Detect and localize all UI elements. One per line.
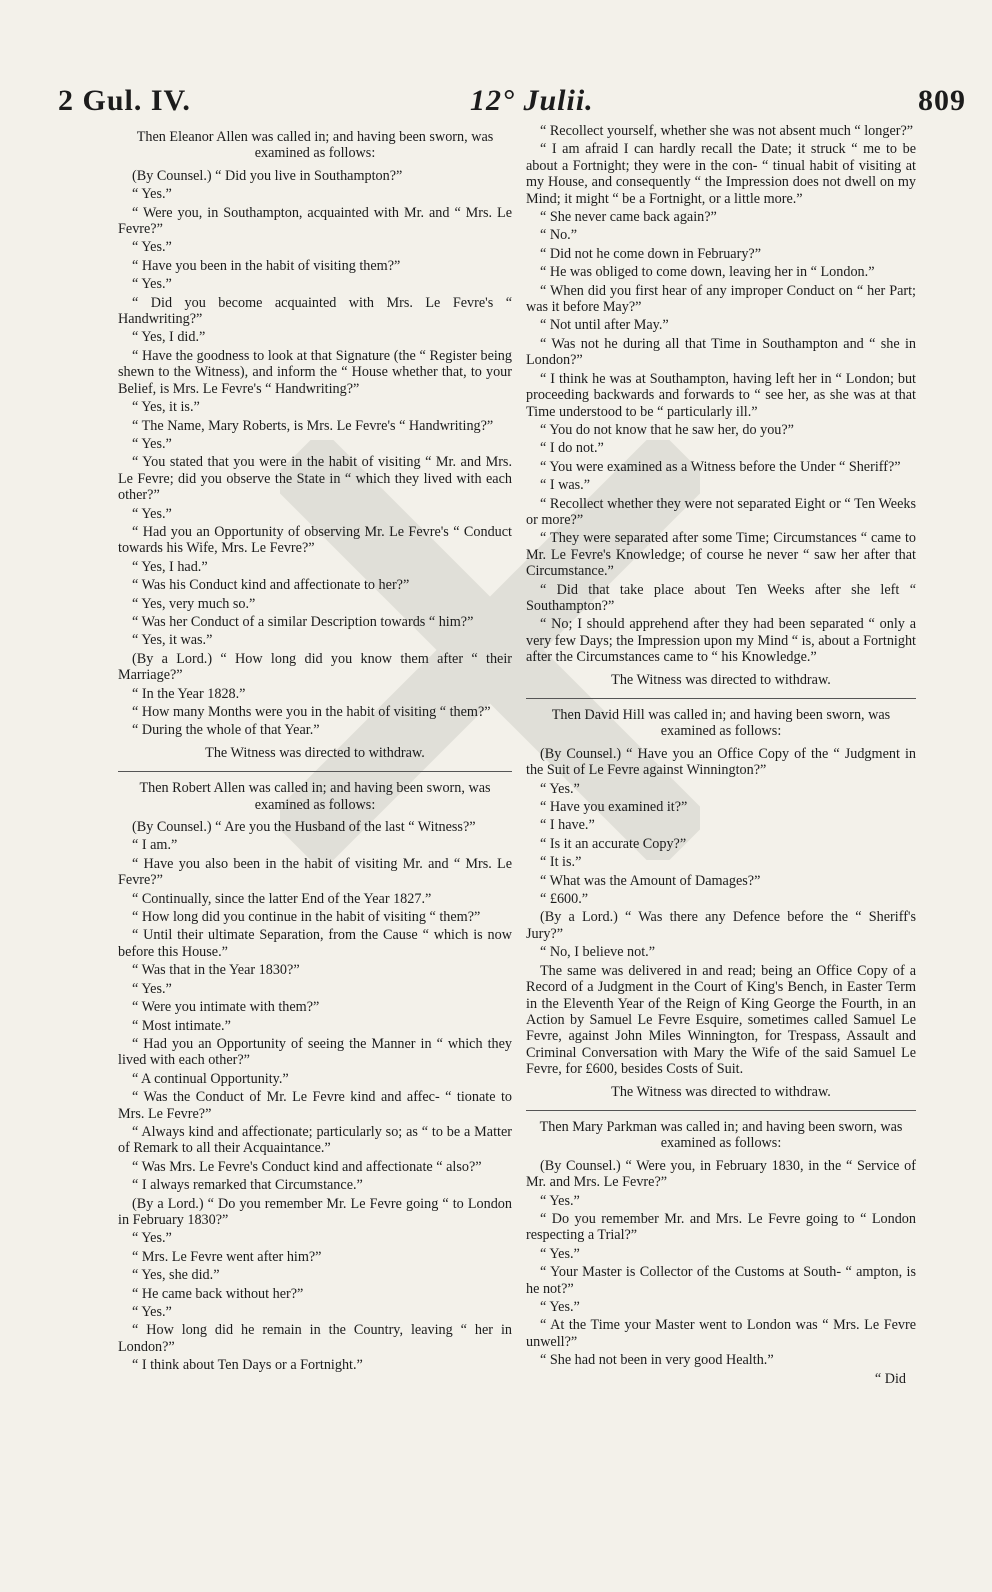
paragraph: “ Recollect yourself, whether she was not absent much “ longer?”: [540, 123, 914, 139]
paragraph: Then Eleanor Allen was called in; and having been sworn, was examined as follows:: [136, 129, 494, 162]
paragraph: “ Was Mrs. Le Fevre's Conduct kind and affectionate “ also?”: [132, 1158, 482, 1175]
paragraph: “ Recollect whether they were not separated Eight or “ Ten Weeks or more?”: [526, 495, 916, 528]
paragraph: “ Most intimate.”: [132, 1017, 231, 1034]
paragraph: (By a Lord.) “ Do you remember Mr. Le Fevre going “ to London in February 1830?”: [118, 1195, 512, 1228]
paragraph: “ £600.”: [540, 891, 589, 908]
paragraph: “ What was the Amount of Damages?”: [540, 872, 761, 889]
paragraph: “ Have you been in the habit of visiting them?”: [132, 257, 401, 274]
paragraph: “ When did you first hear of any improper Conduct on “ her Part; was it before May?”: [526, 282, 916, 316]
paragraph: “ Have you examined it?”: [540, 799, 688, 816]
paragraph: “ The Name, Mary Roberts, is Mrs. Le Fevre's “ Handwriting?”: [132, 417, 494, 434]
running-head-left: 2 Gul. IV.: [58, 84, 191, 117]
paragraph: “ No.”: [540, 227, 578, 244]
paragraph: (By a Lord.) “ How long did you know them after “ their Marriage?”: [118, 650, 512, 684]
paragraph: “ Did: [874, 1370, 906, 1387]
paragraph: “ I was.”: [540, 477, 591, 494]
paragraph: “ Your Master is Collector of the Customs at South- “ ampton, is he not?”: [526, 1264, 916, 1297]
paragraph: “ Were you intimate with them?”: [132, 999, 320, 1016]
paragraph: “ She had not been in very good Health.”: [540, 1352, 774, 1369]
paragraph: “ Did you become acquainted with Mrs. Le Fevre's “ Handwriting?”: [118, 294, 512, 328]
paragraph: “ Yes, it is.”: [132, 399, 200, 416]
paragraph: “ You were examined as a Witness before the Under “ Sheriff?”: [540, 458, 901, 475]
paragraph: “ Do you remember Mr. and Mrs. Le Fevre going to “ London respecting a Trial?”: [526, 1210, 916, 1244]
section-divider: [118, 771, 512, 772]
page-number: 809: [918, 84, 966, 117]
paragraph: “ Yes.”: [132, 1304, 172, 1320]
running-head-date: 12° Julii.: [470, 84, 594, 117]
paragraph: “ Yes.”: [132, 505, 172, 522]
paragraph: “ Have you also been in the habit of visiting Mr. and “ Mrs. Le Fevre?”: [118, 855, 512, 889]
paragraph: “ He was obliged to come down, leaving her in “ London.”: [540, 264, 875, 281]
paragraph: (By Counsel.) “ Did you live in Southampton?”: [132, 167, 403, 184]
paragraph: “ Have the goodness to look at that Signature (the “ Register being shewn to the Witness), and inform the “ House whether that, to your Belief, is Mrs. Le Fevre's “ Handwriting?”: [118, 347, 512, 397]
section-divider: [526, 1110, 916, 1111]
paragraph: “ Were you, in Southampton, acquainted with Mr. and “ Mrs. Le Fevre?”: [118, 204, 512, 238]
paragraph: Then David Hill was called in; and having been sworn, was examined as follows:: [551, 707, 891, 740]
paragraph: “ Was his Conduct kind and affectionate to her?”: [132, 577, 410, 594]
paragraph: “ Was the Conduct of Mr. Le Fevre kind and affec- “ tionate to Mrs. Le Fevre?”: [118, 1089, 512, 1122]
paragraph: “ Is it an accurate Copy?”: [540, 835, 687, 852]
paragraph: “ I always remarked that Circumstance.”: [132, 1177, 363, 1194]
paragraph: “ Yes.”: [132, 435, 172, 452]
paragraph: “ I think he was at Southampton, having left her in “ London; but proceeding backwards and forwards to “ see her, as she was at that Time understood to be “ particularly ill.”: [526, 370, 916, 420]
paragraph: The Witness was directed to withdraw.: [611, 671, 831, 688]
paragraph: “ Was that in the Year 1830?”: [132, 962, 300, 979]
paragraph: “ Yes.”: [540, 780, 580, 797]
right-column: [526, 123, 916, 1389]
paragraph: “ How long did you continue in the habit of visiting “ them?”: [132, 909, 481, 926]
paragraph: “ Yes.”: [132, 980, 172, 997]
section-divider: [526, 698, 916, 699]
paragraph: (By Counsel.) “ Have you an Office Copy of the “ Judgment in the Suit of Le Fevre against Winnington?”: [526, 745, 916, 779]
paragraph: “ I do not.”: [540, 440, 604, 457]
paragraph: “ I am.”: [132, 837, 178, 854]
paragraph: The same was delivered in and read; being an Office Copy of a Record of a Judgment in the Court of King's Bench, in Easter Term in the Eleventh Year of the Reign of King George the Fourth, in an Action by Samuel Le Fevre Esquire, sometimes called Samuel Le Fevre, against John Miles Winnington, for Trespass, Assault and Criminal Conversation with Mary the Wife of the said Samuel Le Fevre, for £600, besides Costs of Suit.: [526, 962, 916, 1078]
paragraph: “ How long did he remain in the Country, leaving “ her in London?”: [118, 1322, 512, 1355]
paragraph: “ She never came back again?”: [540, 209, 717, 226]
paragraph: “ Continually, since the latter End of the Year 1827.”: [132, 890, 432, 907]
paragraph: “ Yes, she did.”: [132, 1267, 220, 1284]
paragraph: “ I have.”: [540, 817, 595, 834]
paragraph: (By a Lord.) “ Was there any Defence before the “ Sheriff's Jury?”: [526, 909, 916, 942]
paragraph: “ You stated that you were in the habit of visiting “ Mr. and Mrs. Le Fevre; did you observe the State in “ which they lived with each other?”: [118, 454, 512, 504]
paragraph: “ Always kind and affectionate; particularly so; as “ to be a Matter of Remark to all their Acquaintance.”: [118, 1123, 512, 1157]
paragraph: Then Robert Allen was called in; and having been sworn, was examined as follows:: [139, 780, 491, 813]
paragraph: “ Yes.”: [540, 1299, 580, 1315]
paragraph: “ Had you an Opportunity of observing Mr. Le Fevre's “ Conduct towards his Wife, Mrs. Le Fevre?”: [118, 523, 512, 557]
paragraph: The Witness was directed to withdraw.: [611, 1083, 831, 1100]
paragraph: “ Yes, I did.”: [132, 329, 206, 346]
paragraph: “ It is.”: [540, 854, 582, 871]
paragraph: (By Counsel.) “ Were you, in February 1830, in the “ Service of Mr. and Mrs. Le Fevre?”: [526, 1157, 916, 1191]
paragraph: “ Did not he come down in February?”: [540, 245, 762, 262]
paragraph: “ At the Time your Master went to London was “ Mrs. Le Fevre unwell?”: [526, 1317, 916, 1350]
paragraph: “ In the Year 1828.”: [132, 685, 246, 702]
paragraph: “ They were separated after some Time; Circumstances “ came to Mr. Le Fevre's Knowledge; of course he never “ saw her after that Circumstance.”: [526, 530, 916, 580]
paragraph: “ Yes.”: [132, 239, 172, 256]
paragraph: “ A continual Opportunity.”: [132, 1070, 289, 1087]
paragraph: “ Did that take place about Ten Weeks after she left “ Southampton?”: [526, 581, 916, 614]
paragraph: “ Had you an Opportunity of seeing the Manner in “ which they lived with each other?”: [118, 1035, 512, 1069]
paragraph: “ Yes.”: [540, 1192, 580, 1209]
paragraph: “ Mrs. Le Fevre went after him?”: [132, 1248, 322, 1265]
paragraph: “ Not until after May.”: [540, 317, 669, 334]
paragraph: “ Yes, it was.”: [132, 632, 213, 649]
paragraph: “ Yes.”: [132, 186, 172, 203]
left-column: [118, 123, 512, 1376]
paragraph: “ No; I should apprehend after they had been separated “ only a very few Days; the Impression upon my Mind “ is, about a Fortnight after the Circumstances came to “ his Knowledge.”: [526, 616, 916, 666]
paragraph: “ He came back without her?”: [132, 1285, 304, 1302]
paragraph: “ Until their ultimate Separation, from the Cause “ which is now before this House.”: [118, 927, 512, 960]
paragraph: “ Was her Conduct of a similar Description towards “ him?”: [132, 613, 474, 630]
paragraph: (By Counsel.) “ Are you the Husband of the last “ Witness?”: [132, 819, 476, 836]
paragraph: “ How many Months were you in the habit of visiting “ them?”: [132, 704, 491, 720]
paragraph: “ I think about Ten Days or a Fortnight.”: [132, 1357, 363, 1374]
paragraph: “ Yes, very much so.”: [132, 595, 256, 612]
paragraph: “ Yes.”: [540, 1245, 580, 1262]
paragraph: “ Yes, I had.”: [132, 558, 208, 575]
paragraph: “ Yes.”: [132, 276, 172, 293]
paragraph: “ During the whole of that Year.”: [132, 722, 320, 739]
paragraph: “ I am afraid I can hardly recall the Date; it struck “ me to be about a Fortnight; they were in the con- “ tinual habit of visiting at my House, and consequently “ the Impression does not dwell on my Mind; it might “ be a Fortnight, or a little more.”: [526, 141, 916, 207]
paragraph: “ Yes.”: [132, 1230, 172, 1247]
paragraph: Then Mary Parkman was called in; and having been sworn, was examined as follows:: [539, 1118, 903, 1152]
paragraph: The Witness was directed to withdraw.: [205, 744, 425, 761]
paragraph: “ You do not know that he saw her, do you?”: [540, 421, 794, 438]
paragraph: “ No, I believe not.”: [540, 944, 656, 961]
paragraph: “ Was not he during all that Time in Southampton and “ she in London?”: [526, 335, 916, 369]
